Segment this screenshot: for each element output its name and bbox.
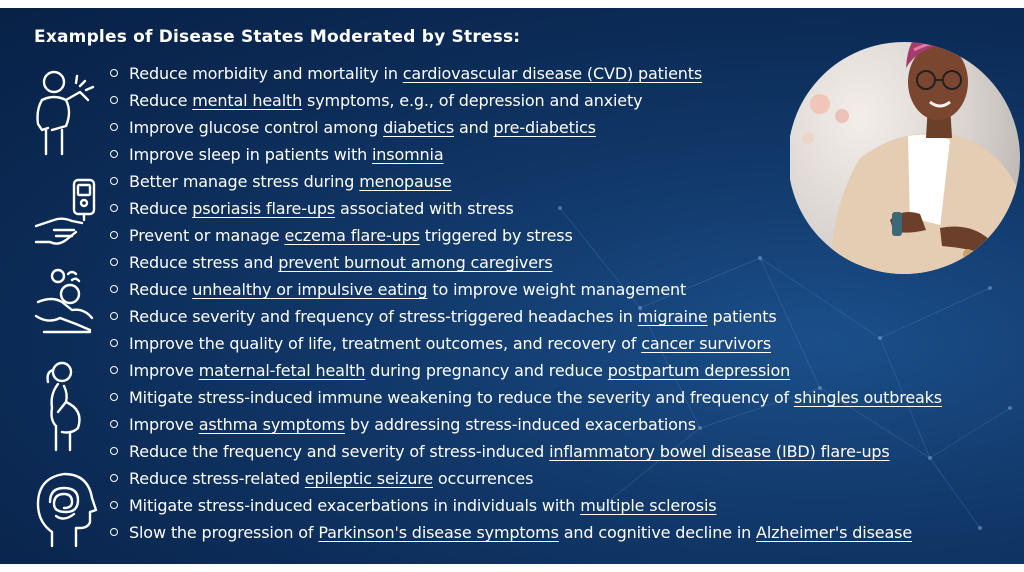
list-item-text: Improve <box>129 415 199 434</box>
list-item-text: symptoms, e.g., of depression and anxiety <box>302 91 643 110</box>
disease-link[interactable]: mental health <box>192 91 303 110</box>
list-item-text: Reduce the frequency and severity of stress-induced <box>129 442 550 461</box>
bullet-circle-icon <box>110 285 118 293</box>
list-item-text: during pregnancy and reduce <box>365 361 608 380</box>
disease-link[interactable]: multiple sclerosis <box>580 496 717 515</box>
headache-person-icon <box>32 266 98 338</box>
disease-link[interactable]: inflammatory bowel disease (IBD) flare-ups <box>549 442 890 461</box>
pregnant-woman-icon <box>32 360 98 452</box>
slide <box>0 8 1024 564</box>
list-item-text: Improve the quality of life, treatment outcomes, and recovery of <box>129 334 642 353</box>
list-item-text: Reduce <box>129 91 193 110</box>
bullet-circle-icon <box>110 231 118 239</box>
list-item-text: associated with stress <box>335 199 514 218</box>
bullet-circle-icon <box>110 528 118 536</box>
disease-link[interactable]: insomnia <box>372 145 444 164</box>
disease-link[interactable]: Alzheimer's disease <box>756 523 913 542</box>
disease-link[interactable]: prevent burnout among caregivers <box>278 253 553 272</box>
disease-link[interactable]: postpartum depression <box>607 361 791 380</box>
disease-link[interactable]: epileptic seizure <box>304 469 433 488</box>
disease-link[interactable]: cardiovascular disease (CVD) patients <box>402 64 703 83</box>
list-item-text: Improve <box>129 361 199 380</box>
bullet-circle-icon <box>110 393 118 401</box>
bullet-circle-icon <box>110 204 118 212</box>
disease-link[interactable]: cancer survivors <box>641 334 772 353</box>
bullet-circle-icon <box>110 96 118 104</box>
bullet-circle-icon <box>110 339 118 347</box>
disease-link[interactable]: eczema flare-ups <box>284 226 420 245</box>
list-item <box>110 438 942 465</box>
list-item-text: Mitigate stress-induced immune weakening to reduce the severity and frequency of <box>129 388 794 407</box>
list-item-text: and cognitive decline in <box>558 523 757 542</box>
list-item <box>110 519 942 546</box>
list-item-text: and <box>454 118 494 137</box>
bullet-circle-icon <box>110 69 118 77</box>
bullet-circle-icon <box>110 447 118 455</box>
list-item <box>110 276 942 303</box>
glucose-meter-icon <box>32 176 98 248</box>
list-item-text: Reduce <box>129 199 193 218</box>
list-item-text: by addressing stress-induced exacerbations <box>345 415 696 434</box>
list-item <box>110 465 942 492</box>
shoulder-pain-person-icon <box>32 66 98 158</box>
list-item-text: triggered by stress <box>419 226 573 245</box>
list-item-text: Mitigate stress-induced exacerbations in individuals with <box>129 496 581 515</box>
brain-head-icon <box>32 466 98 550</box>
disease-link[interactable]: diabetics <box>383 118 455 137</box>
bullet-circle-icon <box>110 501 118 509</box>
list-item-text: Prevent or manage <box>129 226 285 245</box>
bullet-circle-icon <box>110 258 118 266</box>
bullet-circle-icon <box>110 150 118 158</box>
disease-link[interactable]: unhealthy or impulsive eating <box>192 280 428 299</box>
bullet-circle-icon <box>110 312 118 320</box>
bullet-circle-icon <box>110 420 118 428</box>
list-item <box>110 303 942 330</box>
list-item-text: Slow the progression of <box>129 523 319 542</box>
list-item-text: Reduce severity and frequency of stress-triggered headaches in <box>129 307 638 326</box>
woman-checking-watch-photo <box>790 8 1022 280</box>
list-item <box>110 330 942 357</box>
disease-link[interactable]: asthma symptoms <box>198 415 346 434</box>
list-item-text: Better manage stress during <box>129 172 360 191</box>
disease-link[interactable]: menopause <box>359 172 452 191</box>
list-item <box>110 384 942 411</box>
list-item <box>110 357 942 384</box>
bullet-circle-icon <box>110 366 118 374</box>
list-item <box>110 411 942 438</box>
disease-link[interactable]: migraine <box>637 307 708 326</box>
bullet-circle-icon <box>110 177 118 185</box>
list-item <box>110 492 942 519</box>
list-item-text: patients <box>707 307 777 326</box>
disease-link[interactable]: psoriasis flare-ups <box>192 199 336 218</box>
disease-link[interactable]: shingles outbreaks <box>793 388 942 407</box>
list-item-text: Reduce <box>129 280 193 299</box>
list-item-text: to improve weight management <box>427 280 687 299</box>
list-item-text: Reduce morbidity and mortality in <box>129 64 403 83</box>
list-item-text: Improve glucose control among <box>129 118 384 137</box>
heading: Examples of Disease States Moderated by Stress: <box>34 27 521 47</box>
list-item-text: Reduce stress and <box>129 253 279 272</box>
bullet-circle-icon <box>110 474 118 482</box>
list-item-text: Improve sleep in patients with <box>129 145 372 164</box>
disease-link[interactable]: pre-diabetics <box>493 118 596 137</box>
list-item-text: occurrences <box>432 469 534 488</box>
list-item-text: Reduce stress-related <box>129 469 305 488</box>
disease-link[interactable]: maternal-fetal health <box>198 361 366 380</box>
bullet-circle-icon <box>110 123 118 131</box>
disease-link[interactable]: Parkinson's disease symptoms <box>318 523 559 542</box>
